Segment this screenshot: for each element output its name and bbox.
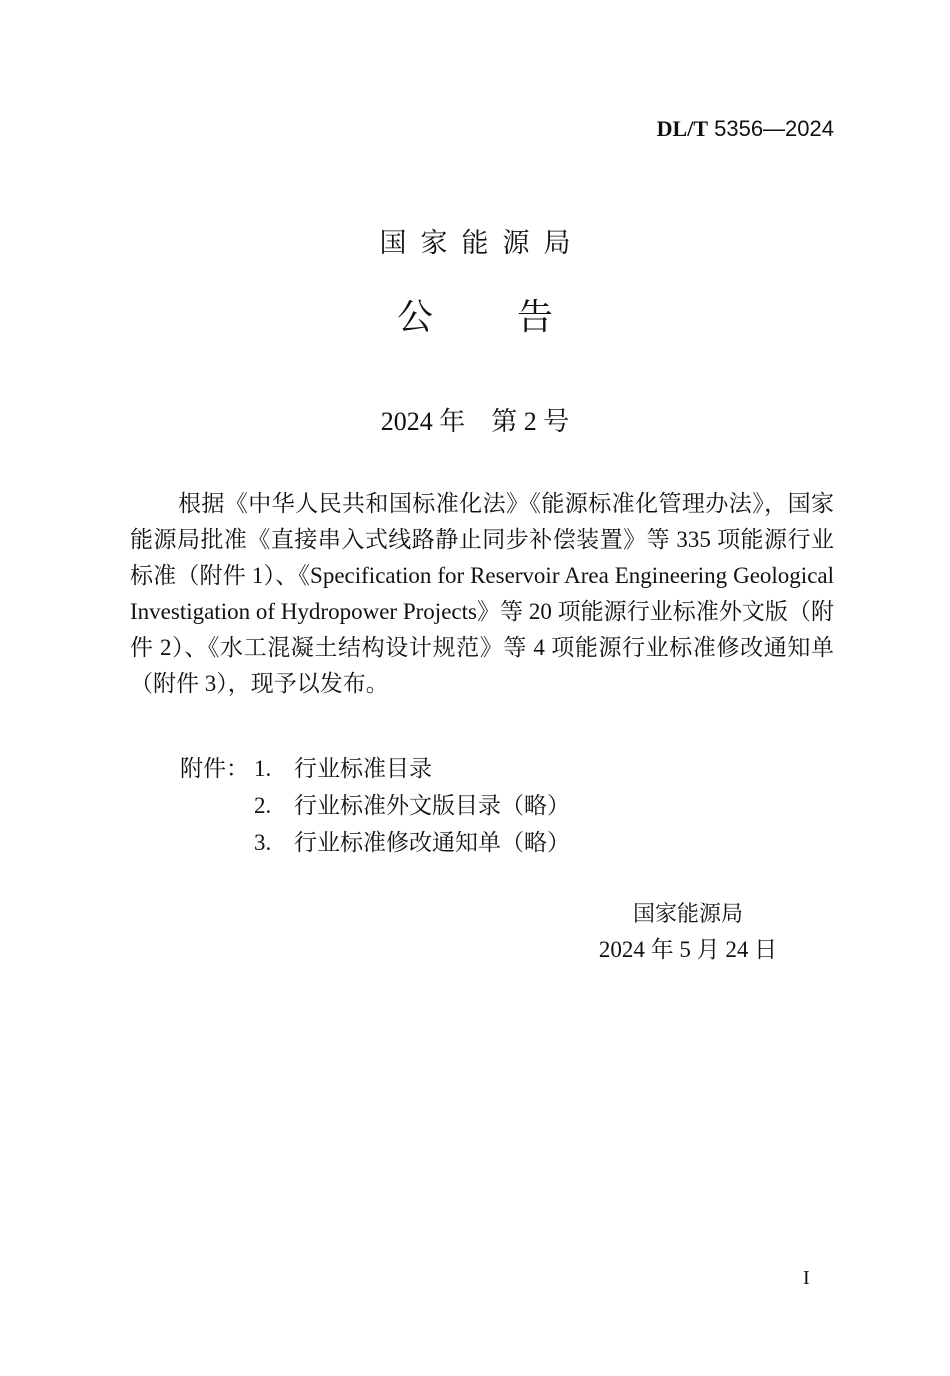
attachment-item [180,787,570,824]
attachment-index: 1. [254,756,272,781]
signature-date: 2024 年 5 月 24 日 [598,937,778,962]
attachment-text: 行业标准目录 [294,756,432,781]
standard-prefix: DL/T [656,116,708,141]
standard-number: 5356—2024 [708,116,834,141]
attachment-index: 3. [254,830,272,855]
attachment-text: 行业标准外文版目录（略） [294,793,570,818]
standard-code [657,114,834,144]
attachment-item [180,824,570,861]
agency-title: 国家能源局 [379,228,585,259]
attachments-list [180,750,570,861]
notice-title-char-2: 告 [517,297,554,338]
attachment-text: 行业标准修改通知单（略） [294,830,570,855]
attachment-index: 2. [254,793,272,818]
notice-title-char-1: 公 [396,297,433,338]
attachments-label: 附件： [180,756,249,781]
page-number: I [803,1267,810,1289]
attachment-item [180,750,570,787]
issue-number: 2024 年 第 2 号 [380,407,570,436]
signature-organization: 国家能源局 [632,902,743,927]
announcement-paragraph: 根据《中华人民共和国标准化法》《能源标准化管理办法》，国家能源局批准《直接串入式线路静止同步补偿装置》等 335 项能源行业标准（附件 1）、《Specification for Reservoir Area Engineering Geological Investigation of Hydropower Projects》等 20 项能源行业标准外文版（附件 2）、《水工混凝土结构设计规范》等 4 项能源行业标准修改通知单（附件 3），现予以发布。 [130,491,834,696]
notice-title [0,296,950,340]
signature-block [588,898,788,968]
